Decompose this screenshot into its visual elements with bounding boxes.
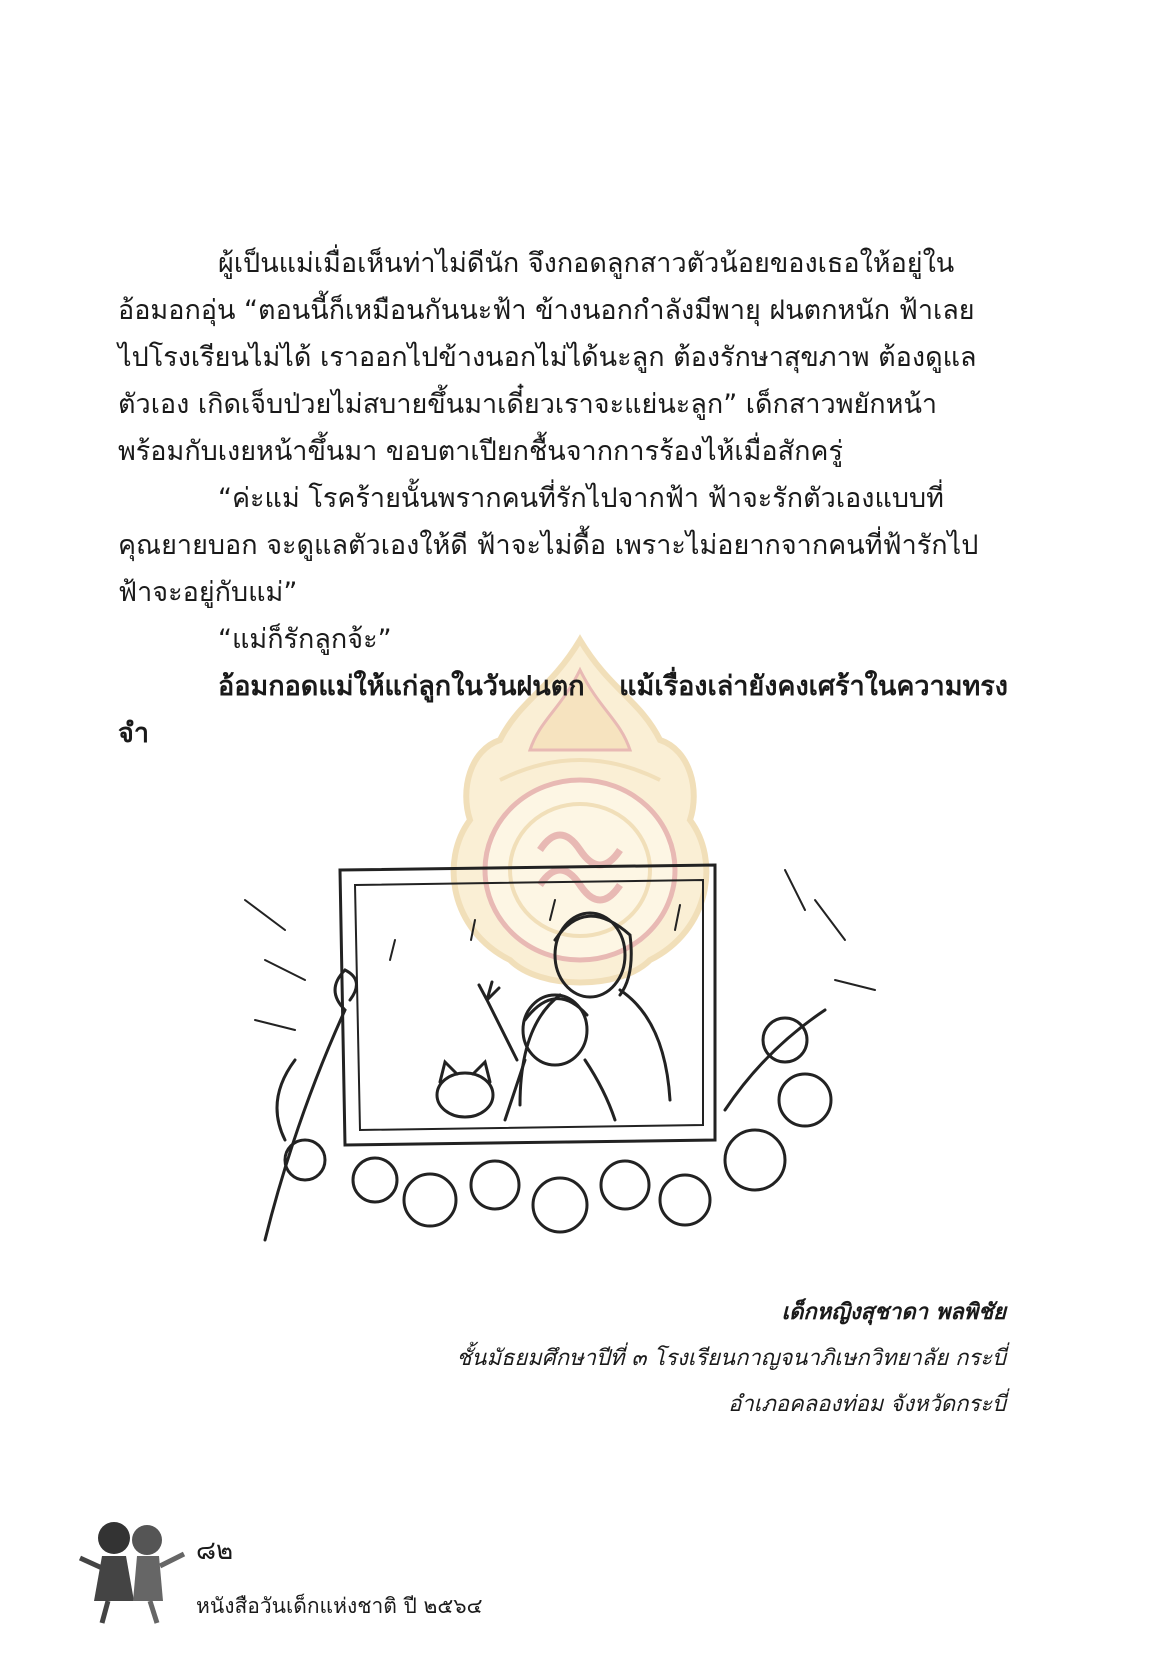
text-line: ฟ้าจะอยู่กับแม่” <box>118 577 298 608</box>
story-text <box>118 240 1008 757</box>
text-line: ไปโรงเรียนไม่ได้ เราออกไปข้างนอกไม่ได้นะลูก ต้องรักษาสุขภาพ ต้องดูแล <box>118 342 977 373</box>
paragraph-3: “แม่ก็รักลูกจ้ะ” <box>218 624 392 655</box>
text-line: “ค่ะแม่ โรคร้ายนั้นพรากคนที่รักไปจากฟ้า ฟ้าจะรักตัวเองแบบที่ <box>218 483 944 514</box>
text-line: อ้อมอกอุ่น “ตอนนี้ก็เหมือนกันนะฟ้า ข้างนอกกำลังมีพายุ ฝนตกหนัก ฟ้าเลย <box>118 295 975 326</box>
author-name: เด็กหญิงสุชาดา พลพิชัย <box>781 1300 1006 1325</box>
text-line: คุณยายบอก จะดูแลตัวเองให้ดี ฟ้าจะไม่ดื้อ เพราะไม่อยากจากคนที่ฟ้ารักไป <box>118 530 979 561</box>
window-illustration <box>225 860 915 1260</box>
book-title: หนังสือวันเด็กแห่งชาติ ปี ๒๕๖๔ <box>196 1594 483 1618</box>
page-number: ๘๒ <box>196 1536 234 1566</box>
child-figure <box>479 982 615 1120</box>
closing-line: อ้อมกอดแม่ให้แก่ลูกในวันฝนตก แม้เรื่องเล่ายังคงเศร้าในความทรงจำ <box>118 671 1008 749</box>
cat-figure <box>437 1062 493 1117</box>
text-line: พร้อมกับเงยหน้าขึ้นมา ขอบตาเปียกชื้นจากการร้องไห้เมื่อสักครู่ <box>118 436 843 467</box>
text-line: ตัวเอง เกิดเจ็บป่วยไม่สบายขึ้นมาเดี๋ยวเราจะแย่นะลูก” เด็กสาวพยักหน้า <box>118 389 938 420</box>
paragraph-2 <box>118 475 1008 616</box>
window-frame <box>340 865 715 1145</box>
author-location: อำเภอคลองท่อม จังหวัดกระบี่ <box>728 1392 1006 1417</box>
flowers <box>265 970 831 1240</box>
text-line: ผู้เป็นแม่เมื่อเห็นท่าไม่ดีนัก จึงกอดลูกสาวตัวน้อยของเธอให้อยู่ใน <box>218 248 955 279</box>
author-credit <box>457 1290 1007 1428</box>
children-mascot-icon <box>72 1508 192 1628</box>
paragraph-1 <box>118 240 1008 475</box>
author-school: ชั้นมัธยมศึกษาปีที่ ๓ โรงเรียนกาญจนาภิเษกวิทยาลัย กระบี่ <box>456 1346 1006 1371</box>
